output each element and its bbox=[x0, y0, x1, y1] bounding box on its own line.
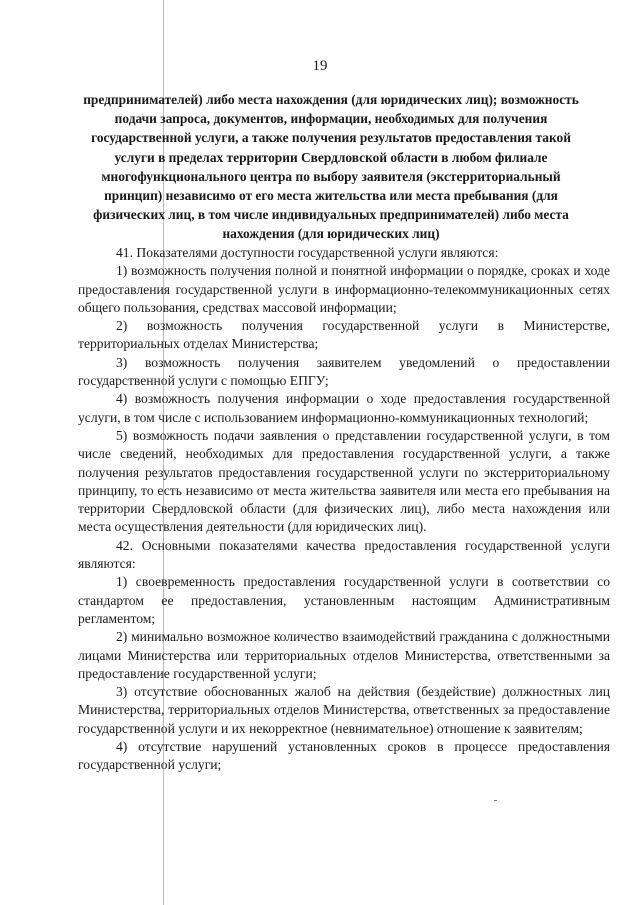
list-item-41-4: 4) возможность получения информации о ходе предоставления государственной услуги, в том числе с использованием информационно-коммуникационных технологий; bbox=[78, 391, 610, 425]
page-number: 19 bbox=[312, 58, 328, 74]
list-item-41-2: 2) возможность получения государственной услуги в Министерстве, территориальных отделах Министерства; bbox=[78, 318, 610, 352]
paragraph-42: 42. Основными показателями качества предоставления государственной услуги являются: bbox=[78, 537, 610, 572]
list-item-42-1: 1) своевременность предоставления государственной услуги в соответствии со стандартом ее предоставления, установленным настоящим Административным регламентом; bbox=[78, 574, 610, 626]
list-item-41-1: 1) возможность получения полной и понятной информации о порядке, сроках и ходе предоставления государственной услуги в информационно-телекоммуникационных сетях общего пользования, средствах массовой информации; bbox=[78, 263, 610, 315]
list-item-42-2: 2) минимально возможное количество взаимодействий гражданина с должностными лицами Министерства или территориальных отделов Министерства, ответственными за предоставление государственной услуги; bbox=[78, 629, 610, 681]
paragraph-41: 41. Показателями доступности государственной услуги являются: bbox=[116, 245, 499, 260]
scan-speck bbox=[494, 800, 497, 801]
list-item-42-3: 3) отсутствие обоснованных жалоб на действия (бездействие) должностных лиц Министерства, территориальных отделов Министерства, ответственных за предоставление государственной услуги и их некорректное (невнимательное) отношение к заявителям; bbox=[78, 684, 610, 736]
body-text bbox=[78, 244, 610, 775]
list-item-42-4: 4) отсутствие нарушений установленных сроков в процессе предоставления государственной услуги; bbox=[78, 739, 610, 773]
list-item-41-5: 5) возможность подачи заявления о представлении государственной услуги, в том числе сведений, необходимых для предоставления государственной услуги, а также получения результатов предоставления государственной услуги по экстерриториальному принципу, то есть независимо от места жительства заявителя или места его пребывания на территории Свердловской области (для физических лиц), либо места нахождения или места осуществления деятельности (для юридических лиц). bbox=[78, 427, 610, 535]
section-heading: предпринимателей) либо места нахождения (для юридических лиц); возможность подачи запроса, документов, информации, необходимых для получения государственной услуги, а также получения результатов предоставления такой услуги в пределах территории Свердловской области в любом филиале многофункционального центра по выбору заявителя (экстерриториальный принцип) независимо от его места жительства или места пребывания (для физических лиц, в том числе индивидуальных предпринимателей) либо места нахождения (для юридических лиц) bbox=[83, 92, 579, 242]
list-item-41-3: 3) возможность получения заявителем уведомлений о предоставлении государственной услуги с помощью ЕПГУ; bbox=[78, 354, 610, 389]
